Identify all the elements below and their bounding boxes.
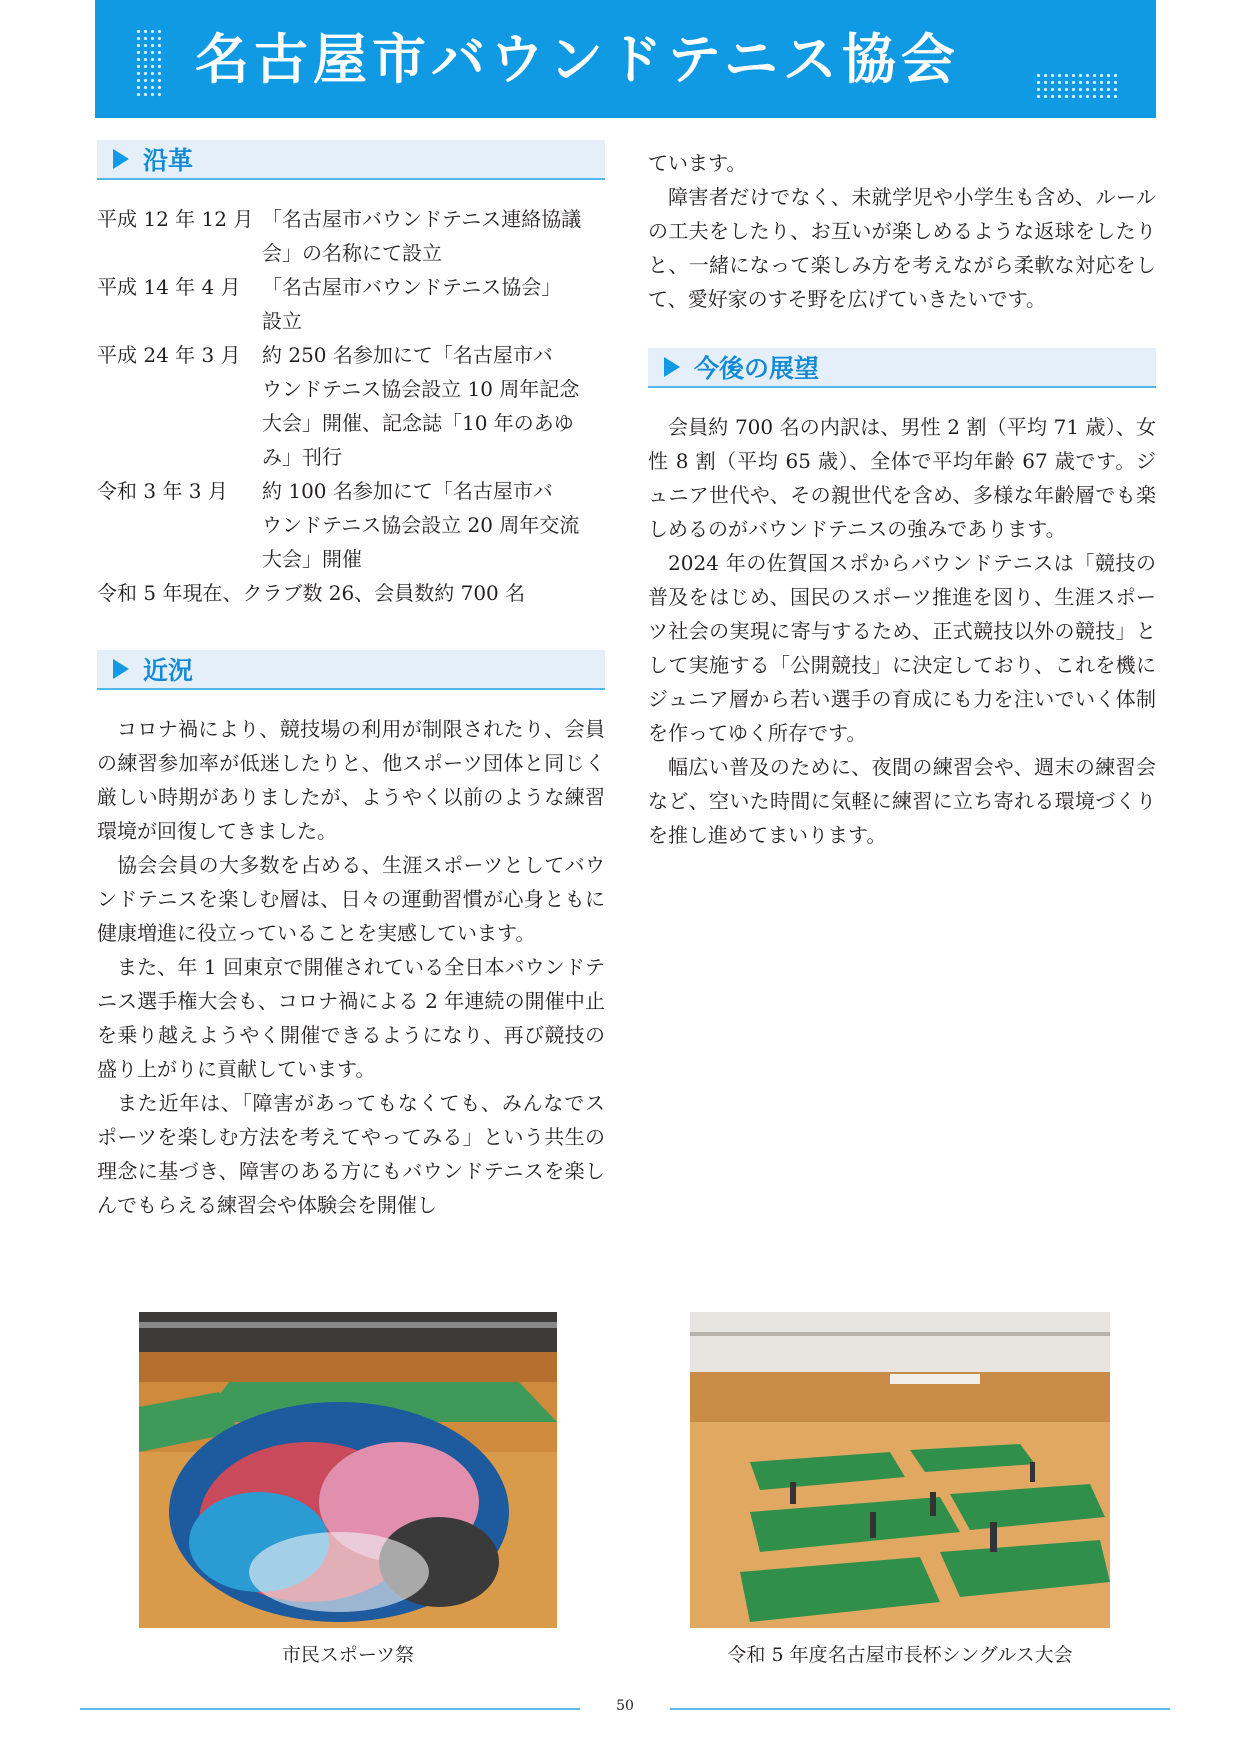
page-number: 50 [616,1698,634,1714]
history-event [262,338,605,474]
section-header-history [97,140,605,180]
history-row [97,474,605,576]
history-row [97,338,605,474]
history-event-line: 大会」開催、記念誌「10 年のあゆ [262,411,574,435]
recent-continuation: ています。 [648,151,747,175]
triangle-bullet-icon [113,659,129,679]
history-event-line: 約 250 名参加にて「名古屋市バ [262,343,553,367]
recent-paragraph: 協会会員の大多数を占める、生涯スポーツとしてバウンドテニスを楽しむ層は、日々の運動習慣が心身ともに健康増進に役立っていることを実感しています。 [97,853,605,945]
history-event-line: 設立 [262,309,302,333]
history-event [262,474,605,576]
left-column [97,140,605,1222]
recent-paragraph: コロナ禍により、競技場の利用が制限されたり、会員の練習参加率が低迷したりと、他スポーツ団体と同じく厳しい時期がありましたが、ようやく以前のような練習環境が回復してきました。 [97,717,605,843]
history-event [262,202,605,270]
history-event-line: 「名古屋市バウンドテニス連絡協議 [262,207,582,231]
recent-paragraph: また、年 1 回東京で開催されている全日本バウンドテニス選手権大会も、コロナ禍による 2 年連続の開催中止を乗り越えようやく開催できるようになり、再び競技の盛り上がりに貢献しています。 [97,955,605,1081]
dot-pattern-right [1035,72,1119,102]
triangle-bullet-icon [664,357,680,377]
history-table [97,202,605,610]
history-event-line: み」刊行 [262,445,342,469]
history-date: 平成 12 年 12 月 [97,207,254,231]
section-title-history: 沿革 [143,146,194,175]
history-event-line: 会」の名称にて設立 [262,241,442,265]
right-column [648,146,1156,852]
outlook-paragraph: 会員約 700 名の内訳は、男性 2 割（平均 71 歳）、女性 8 割（平均 65 歳）、全体で平均年齢 67 歳です。ジュニア世代や、その親世代を含め、多様な年齢層でも楽しめるのがバウンドテニスの強みであります。 [648,415,1156,541]
history-date: 平成 14 年 4 月 [97,275,241,299]
history-summary: 令和 5 年現在、クラブ数 26、会員数約 700 名 [97,581,526,605]
section-title-outlook: 今後の展望 [694,354,820,383]
photo-caption-left: 市民スポーツ祭 [281,1644,415,1666]
footer-divider-left [80,1708,580,1710]
dot-pattern-left [135,28,165,100]
recent-paragraph: 障害者だけでなく、未就学児や小学生も含め、ルールの工夫をしたり、お互いが楽しめるような返球をしたりと、一緒になって楽しみ方を考えながら柔軟な対応をして、愛好家のすそ野を広げていきたいです。 [648,185,1156,311]
section-header-outlook [648,348,1156,388]
history-event-line: 約 100 名参加にて「名古屋市バ [262,479,553,503]
history-date: 令和 3 年 3 月 [97,479,228,503]
history-summary-row [97,576,605,610]
history-date: 平成 24 年 3 月 [97,343,241,367]
outlook-paragraph: 幅広い普及のために、夜間の練習会や、週末の練習会など、空いた時間に気軽に練習に立ち寄れる環境づくりを推し進めてまいります。 [648,755,1156,847]
section-title-recent: 近況 [143,656,194,685]
page-title: 名古屋市バウンドテニス協会 [195,28,960,91]
history-row [97,270,605,338]
history-event-line: 「名古屋市バウンドテニス協会」 [262,275,562,299]
history-event [262,270,605,338]
history-event-line: 大会」開催 [262,547,362,571]
photo-caption-right: 令和 5 年度名古屋市長杯シングルス大会 [727,1644,1073,1666]
history-row [97,202,605,270]
header-banner [95,0,1156,118]
history-event-line: ウンドテニス協会設立 10 周年記念 [262,377,580,401]
outlook-paragraph: 2024 年の佐賀国スポからバウンドテニスは「競技の普及をはじめ、国民のスポーツ推進を図り、生涯スポーツ社会の実現に寄与するため、正式競技以外の競技」として実施する「公開競技」に決定しており、これを機にジュニア層から若い選手の育成にも力を注いでいく体制を作ってゆく所存です。 [648,551,1156,745]
history-event-line: ウンドテニス協会設立 20 周年交流 [262,513,580,537]
section-header-recent [97,650,605,690]
triangle-bullet-icon [113,149,129,169]
footer-divider-right [670,1708,1170,1710]
recent-paragraph: また近年は、「障害があってもなくても、みんなでスポーツを楽しむ方法を考えてやってみる」という共生の理念に基づき、障害のある方にもバウンドテニスを楽しんでもらえる練習会や体験会を開催し [97,1091,605,1217]
photo-tournament-courts [690,1312,1110,1628]
photo-group-gym [139,1312,557,1628]
